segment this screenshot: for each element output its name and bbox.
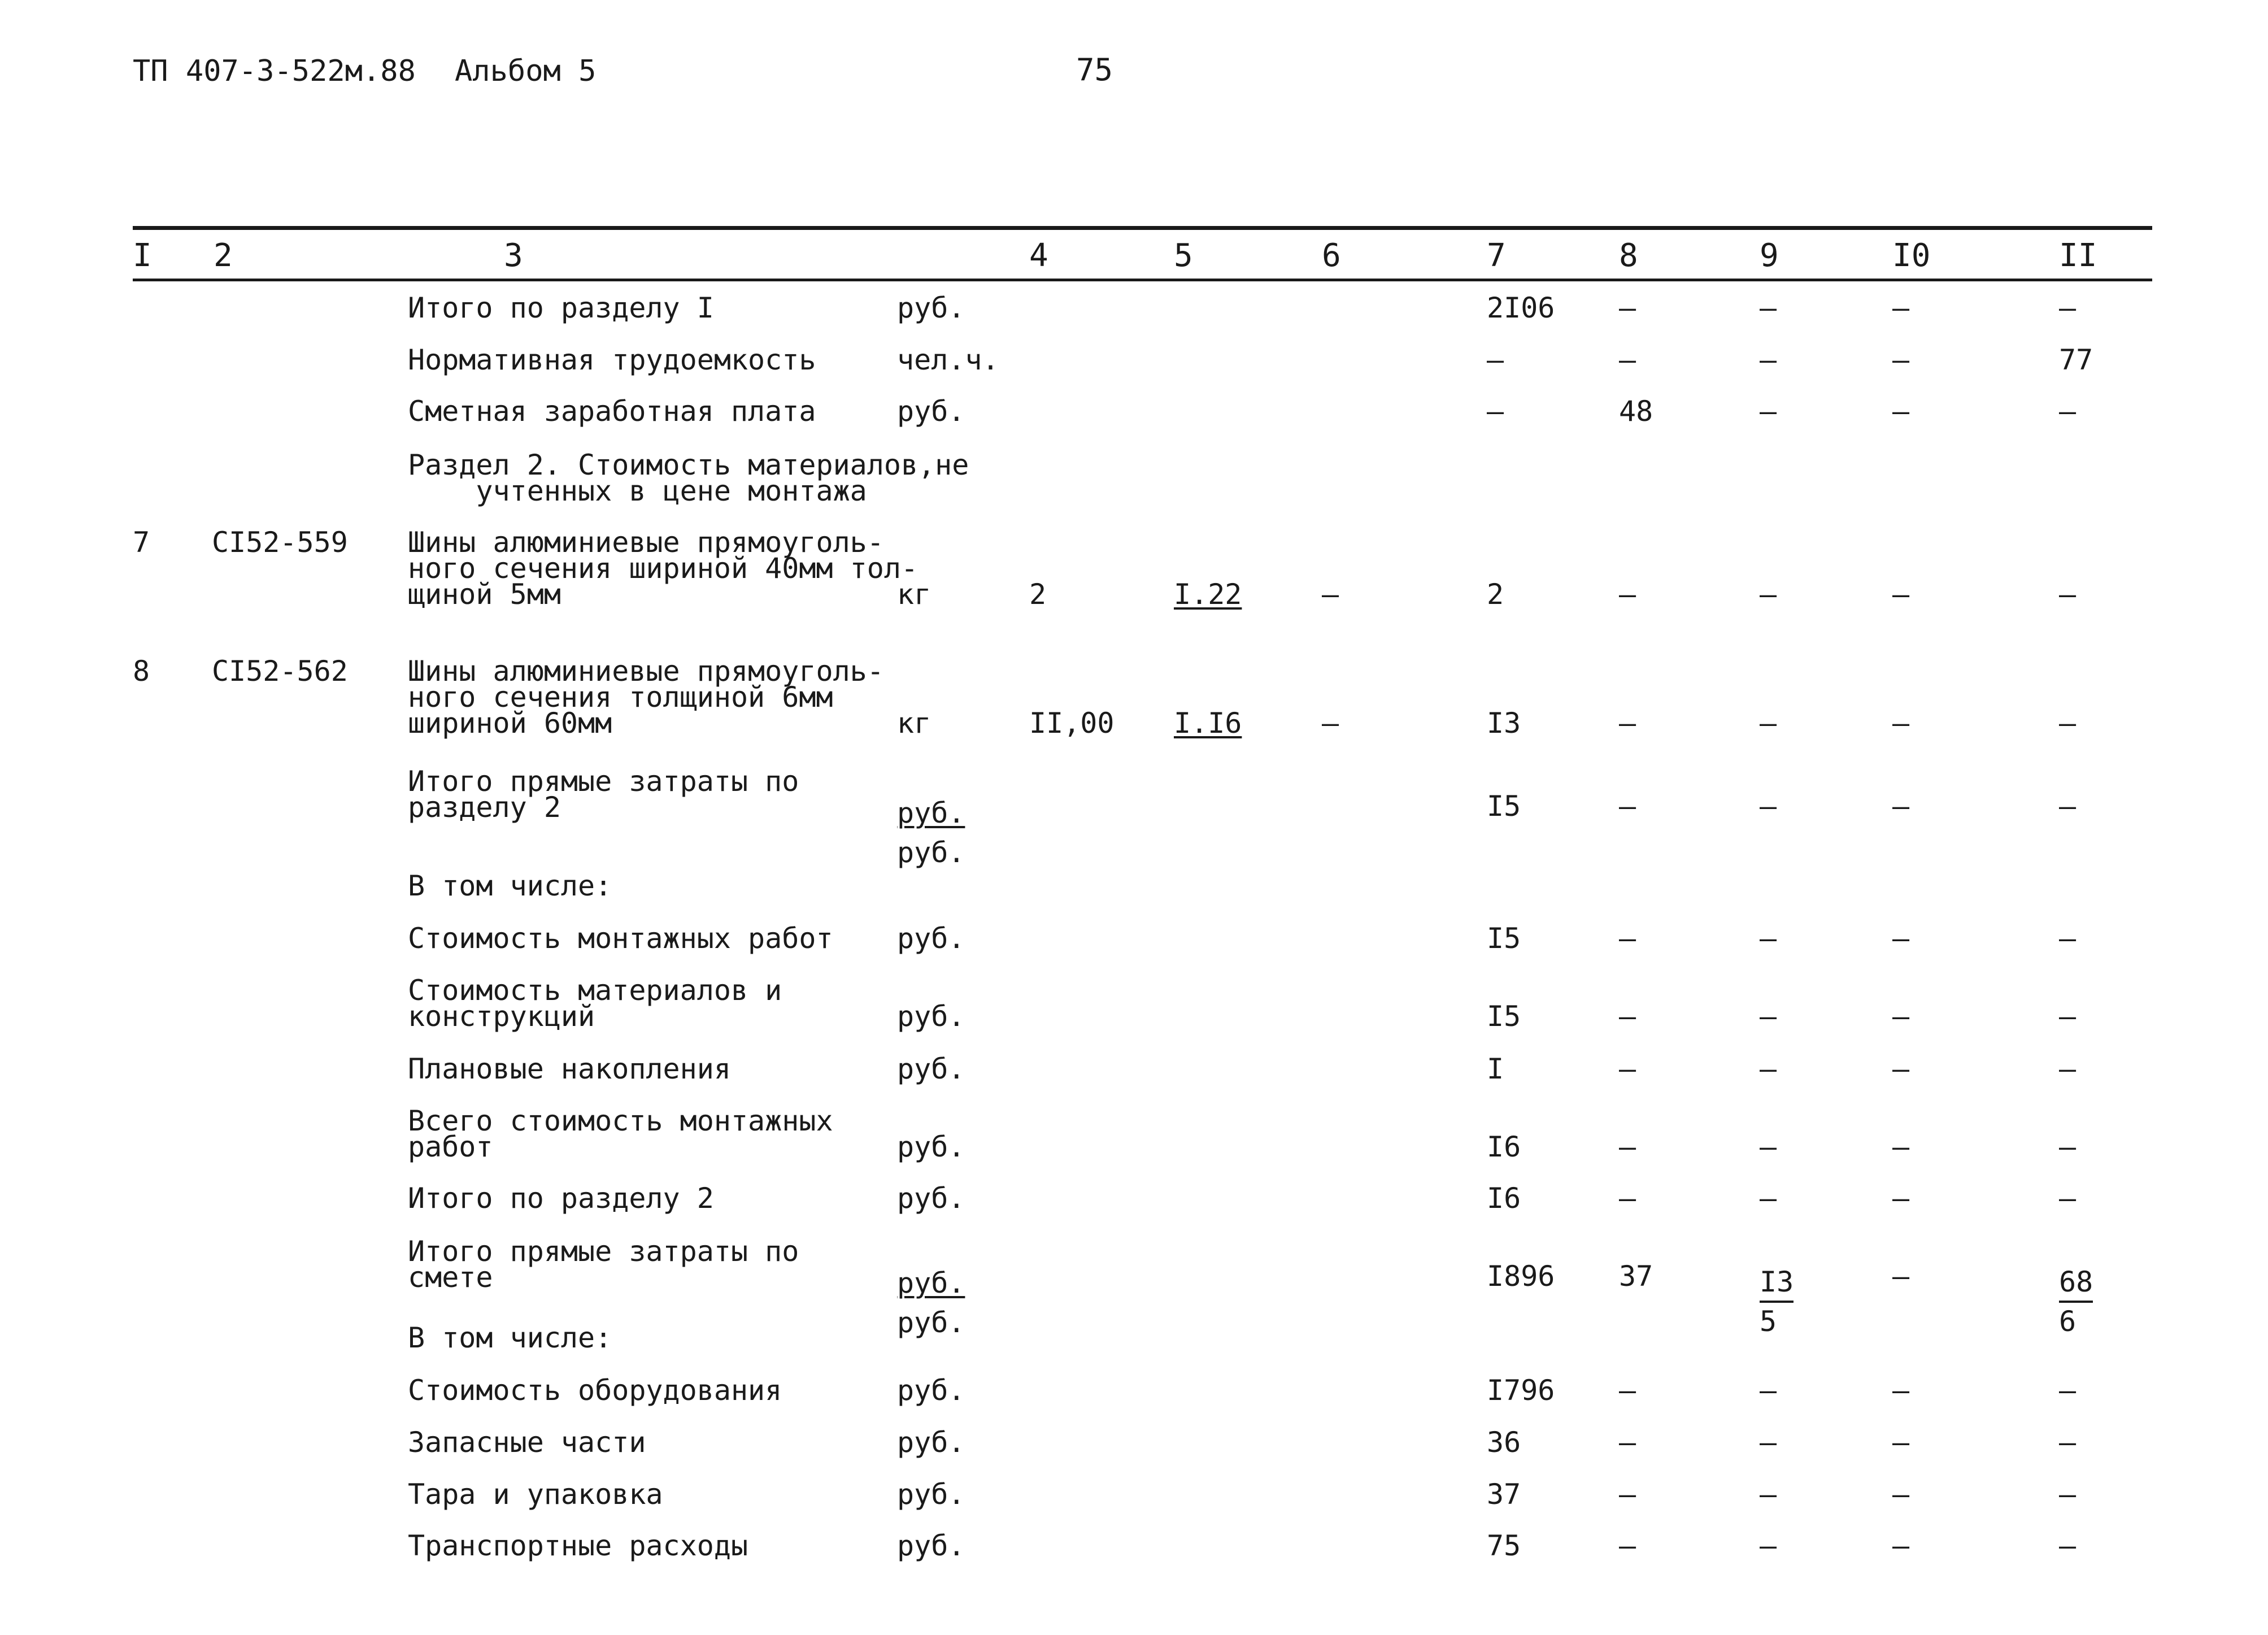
col7-value: I [1487, 1053, 1504, 1085]
col7-value: 36 [1487, 1426, 1521, 1459]
document-code: ТП 407-3-522м.88 [133, 54, 416, 88]
col-number: 8 [1619, 237, 1638, 274]
col4-value: II,00 [1029, 707, 1115, 740]
row-description: Транспортные расходы [408, 1529, 748, 1562]
col7-value: I6 [1487, 1182, 1521, 1215]
col7-value: 2I06 [1487, 292, 1555, 324]
album-label: Альбом 5 [455, 54, 597, 88]
col9-value [1760, 1263, 1793, 1340]
col10-value: – [1892, 395, 1910, 428]
row-unit: руб. [897, 1053, 965, 1085]
col8-value: – [1619, 1529, 1636, 1562]
col-number: 2 [214, 237, 233, 274]
col9-value: – [1760, 1000, 1777, 1033]
col9-value: – [1760, 1053, 1777, 1085]
col8-value: – [1619, 292, 1636, 324]
col-number: I [133, 237, 152, 274]
col11-value: – [2059, 1130, 2077, 1163]
col9-value: – [1760, 395, 1777, 428]
item-number: 7 [133, 526, 150, 559]
col9-value: – [1760, 1374, 1777, 1407]
row-unit: руб. [897, 1000, 965, 1033]
row-description: Шины алюминиевые прямоуголь- ного сечения толщиной 6мм шириной 60мм [408, 655, 884, 740]
col9-value: – [1760, 707, 1777, 740]
col10-value: – [1892, 1426, 1910, 1459]
col8-value: – [1619, 343, 1636, 376]
col7-value: 75 [1487, 1529, 1521, 1562]
row-unit: руб. [897, 922, 965, 955]
row-description: Запасные части [408, 1426, 646, 1459]
row-unit [897, 793, 965, 872]
col9-value: – [1760, 1529, 1777, 1562]
col6-value: – [1322, 578, 1339, 611]
col10-value: – [1892, 578, 1910, 611]
col9-value: – [1760, 578, 1777, 611]
col11-value: – [2059, 292, 2077, 324]
row-unit: руб. [897, 1529, 965, 1562]
page-number: 75 [1076, 52, 1113, 88]
col11-value: – [2059, 1000, 2077, 1033]
col7-value: I896 [1487, 1260, 1555, 1293]
row-description: Итого по разделу 2 [408, 1182, 714, 1215]
col9-value: – [1760, 922, 1777, 955]
col9-value: – [1760, 1130, 1777, 1163]
col10-value: – [1892, 1260, 1910, 1293]
col8-value: – [1619, 922, 1636, 955]
col11-value: – [2059, 707, 2077, 740]
col10-value: – [1892, 1053, 1910, 1085]
col7-value: – [1487, 395, 1504, 428]
row-description: Всего стоимость монтажных работ [408, 1105, 833, 1163]
row-unit: руб. [897, 1426, 965, 1459]
col-number: 6 [1322, 237, 1341, 274]
unit-line-1: руб. [897, 1267, 965, 1299]
row-description: В том числе: [408, 1321, 612, 1354]
col-number: II [2059, 237, 2097, 274]
col10-value: – [1892, 1374, 1910, 1407]
col11-value: – [2059, 1182, 2077, 1215]
col10-value: – [1892, 790, 1910, 823]
col11-value: 77 [2059, 343, 2093, 376]
col7-value: I5 [1487, 922, 1521, 955]
row-description: Стоимость оборудования [408, 1374, 782, 1407]
item-number: 8 [133, 655, 150, 688]
col9-value: – [1760, 790, 1777, 823]
col9-value: – [1760, 1182, 1777, 1215]
col11-value: – [2059, 790, 2077, 823]
col11-value: – [2059, 1478, 2077, 1511]
col8-value: – [1619, 1374, 1636, 1407]
col7-value: – [1487, 343, 1504, 376]
item-code: CI52-562 [212, 655, 348, 688]
row-description: Стоимость монтажных работ [408, 922, 833, 955]
row-description: Плановые накопления [408, 1053, 731, 1085]
unit-line-2: руб. [897, 1306, 965, 1339]
row-description: Шины алюминиевые прямоуголь- ного сечения шириной 40мм тол- щиной 5мм [408, 526, 918, 611]
row-unit: руб. [897, 1130, 965, 1163]
row-unit: руб. [897, 1182, 965, 1215]
col10-value: – [1892, 1182, 1910, 1215]
col9-numerator: I3 [1760, 1263, 1793, 1303]
col-number: 4 [1029, 237, 1048, 274]
col-number: 9 [1760, 237, 1779, 274]
col11-value: – [2059, 922, 2077, 955]
col8-value: – [1619, 1426, 1636, 1459]
col8-value: – [1619, 1130, 1636, 1163]
col9-value: – [1760, 1478, 1777, 1511]
col8-value: – [1619, 1182, 1636, 1215]
col7-value: I796 [1487, 1374, 1555, 1407]
col7-value: I5 [1487, 790, 1521, 823]
row-unit: руб. [897, 395, 965, 428]
row-unit: руб. [897, 1374, 965, 1407]
item-code: CI52-559 [212, 526, 348, 559]
col10-value: – [1892, 343, 1910, 376]
col11-numerator: 68 [2059, 1263, 2093, 1303]
col-number: 3 [504, 237, 523, 274]
col8-value: 48 [1619, 395, 1653, 428]
col9-denominator: 5 [1760, 1305, 1777, 1338]
col11-value: – [2059, 1426, 2077, 1459]
row-unit: чел.ч. [897, 343, 999, 376]
row-description: Стоимость материалов и конструкций [408, 974, 782, 1033]
row-description: В том числе: [408, 869, 612, 902]
col10-value: – [1892, 1000, 1910, 1033]
col10-value: – [1892, 707, 1910, 740]
col7-value: 37 [1487, 1478, 1521, 1511]
col8-value: 37 [1619, 1260, 1653, 1293]
col9-value: – [1760, 343, 1777, 376]
col11-value [2059, 1263, 2093, 1340]
col9-value: – [1760, 292, 1777, 324]
col11-denominator: 6 [2059, 1305, 2077, 1338]
unit-line-2: руб. [897, 836, 965, 869]
col8-value: – [1619, 1053, 1636, 1085]
row-description: Тара и упаковка [408, 1478, 663, 1511]
col6-value: – [1322, 707, 1339, 740]
row-unit: руб. [897, 1478, 965, 1511]
col5-value: I.I6 [1174, 707, 1242, 740]
row-unit: кг [897, 578, 931, 611]
col11-value: – [2059, 1053, 2077, 1085]
col10-value: – [1892, 1478, 1910, 1511]
unit-line-1: руб. [897, 797, 965, 829]
col7-value: I6 [1487, 1130, 1521, 1163]
row-description: Нормативная трудоемкость [408, 343, 816, 376]
col11-value: – [2059, 395, 2077, 428]
row-unit [897, 1263, 965, 1342]
col7-value: I3 [1487, 707, 1521, 740]
section-heading: Раздел 2. Стоимость материалов,не учтенных в цене монтажа [408, 449, 969, 507]
row-unit: кг [897, 707, 931, 740]
col-number: 7 [1487, 237, 1506, 274]
col10-value: – [1892, 292, 1910, 324]
row-description: Итого прямые затраты по разделу 2 [408, 765, 799, 824]
table-header-rule [133, 279, 2152, 281]
col11-value: – [2059, 1374, 2077, 1407]
col9-value: – [1760, 1426, 1777, 1459]
row-description: Сметная заработная плата [408, 395, 816, 428]
col8-value: – [1619, 578, 1636, 611]
row-unit: руб. [897, 292, 965, 324]
col11-value: – [2059, 1529, 2077, 1562]
row-description: Итого по разделу I [408, 292, 714, 324]
col5-value: I.22 [1174, 578, 1242, 611]
col10-value: – [1892, 1130, 1910, 1163]
col4-value: 2 [1029, 578, 1047, 611]
col10-value: – [1892, 922, 1910, 955]
table-top-rule [133, 226, 2152, 230]
col8-value: – [1619, 1478, 1636, 1511]
col8-value: – [1619, 707, 1636, 740]
col7-value: I5 [1487, 1000, 1521, 1033]
col8-value: – [1619, 1000, 1636, 1033]
col-number: I0 [1892, 237, 1931, 274]
col-number: 5 [1174, 237, 1193, 274]
row-description: Итого прямые затраты по смете [408, 1235, 799, 1294]
col7-value: 2 [1487, 578, 1504, 611]
col11-value: – [2059, 578, 2077, 611]
col8-value: – [1619, 790, 1636, 823]
col10-value: – [1892, 1529, 1910, 1562]
